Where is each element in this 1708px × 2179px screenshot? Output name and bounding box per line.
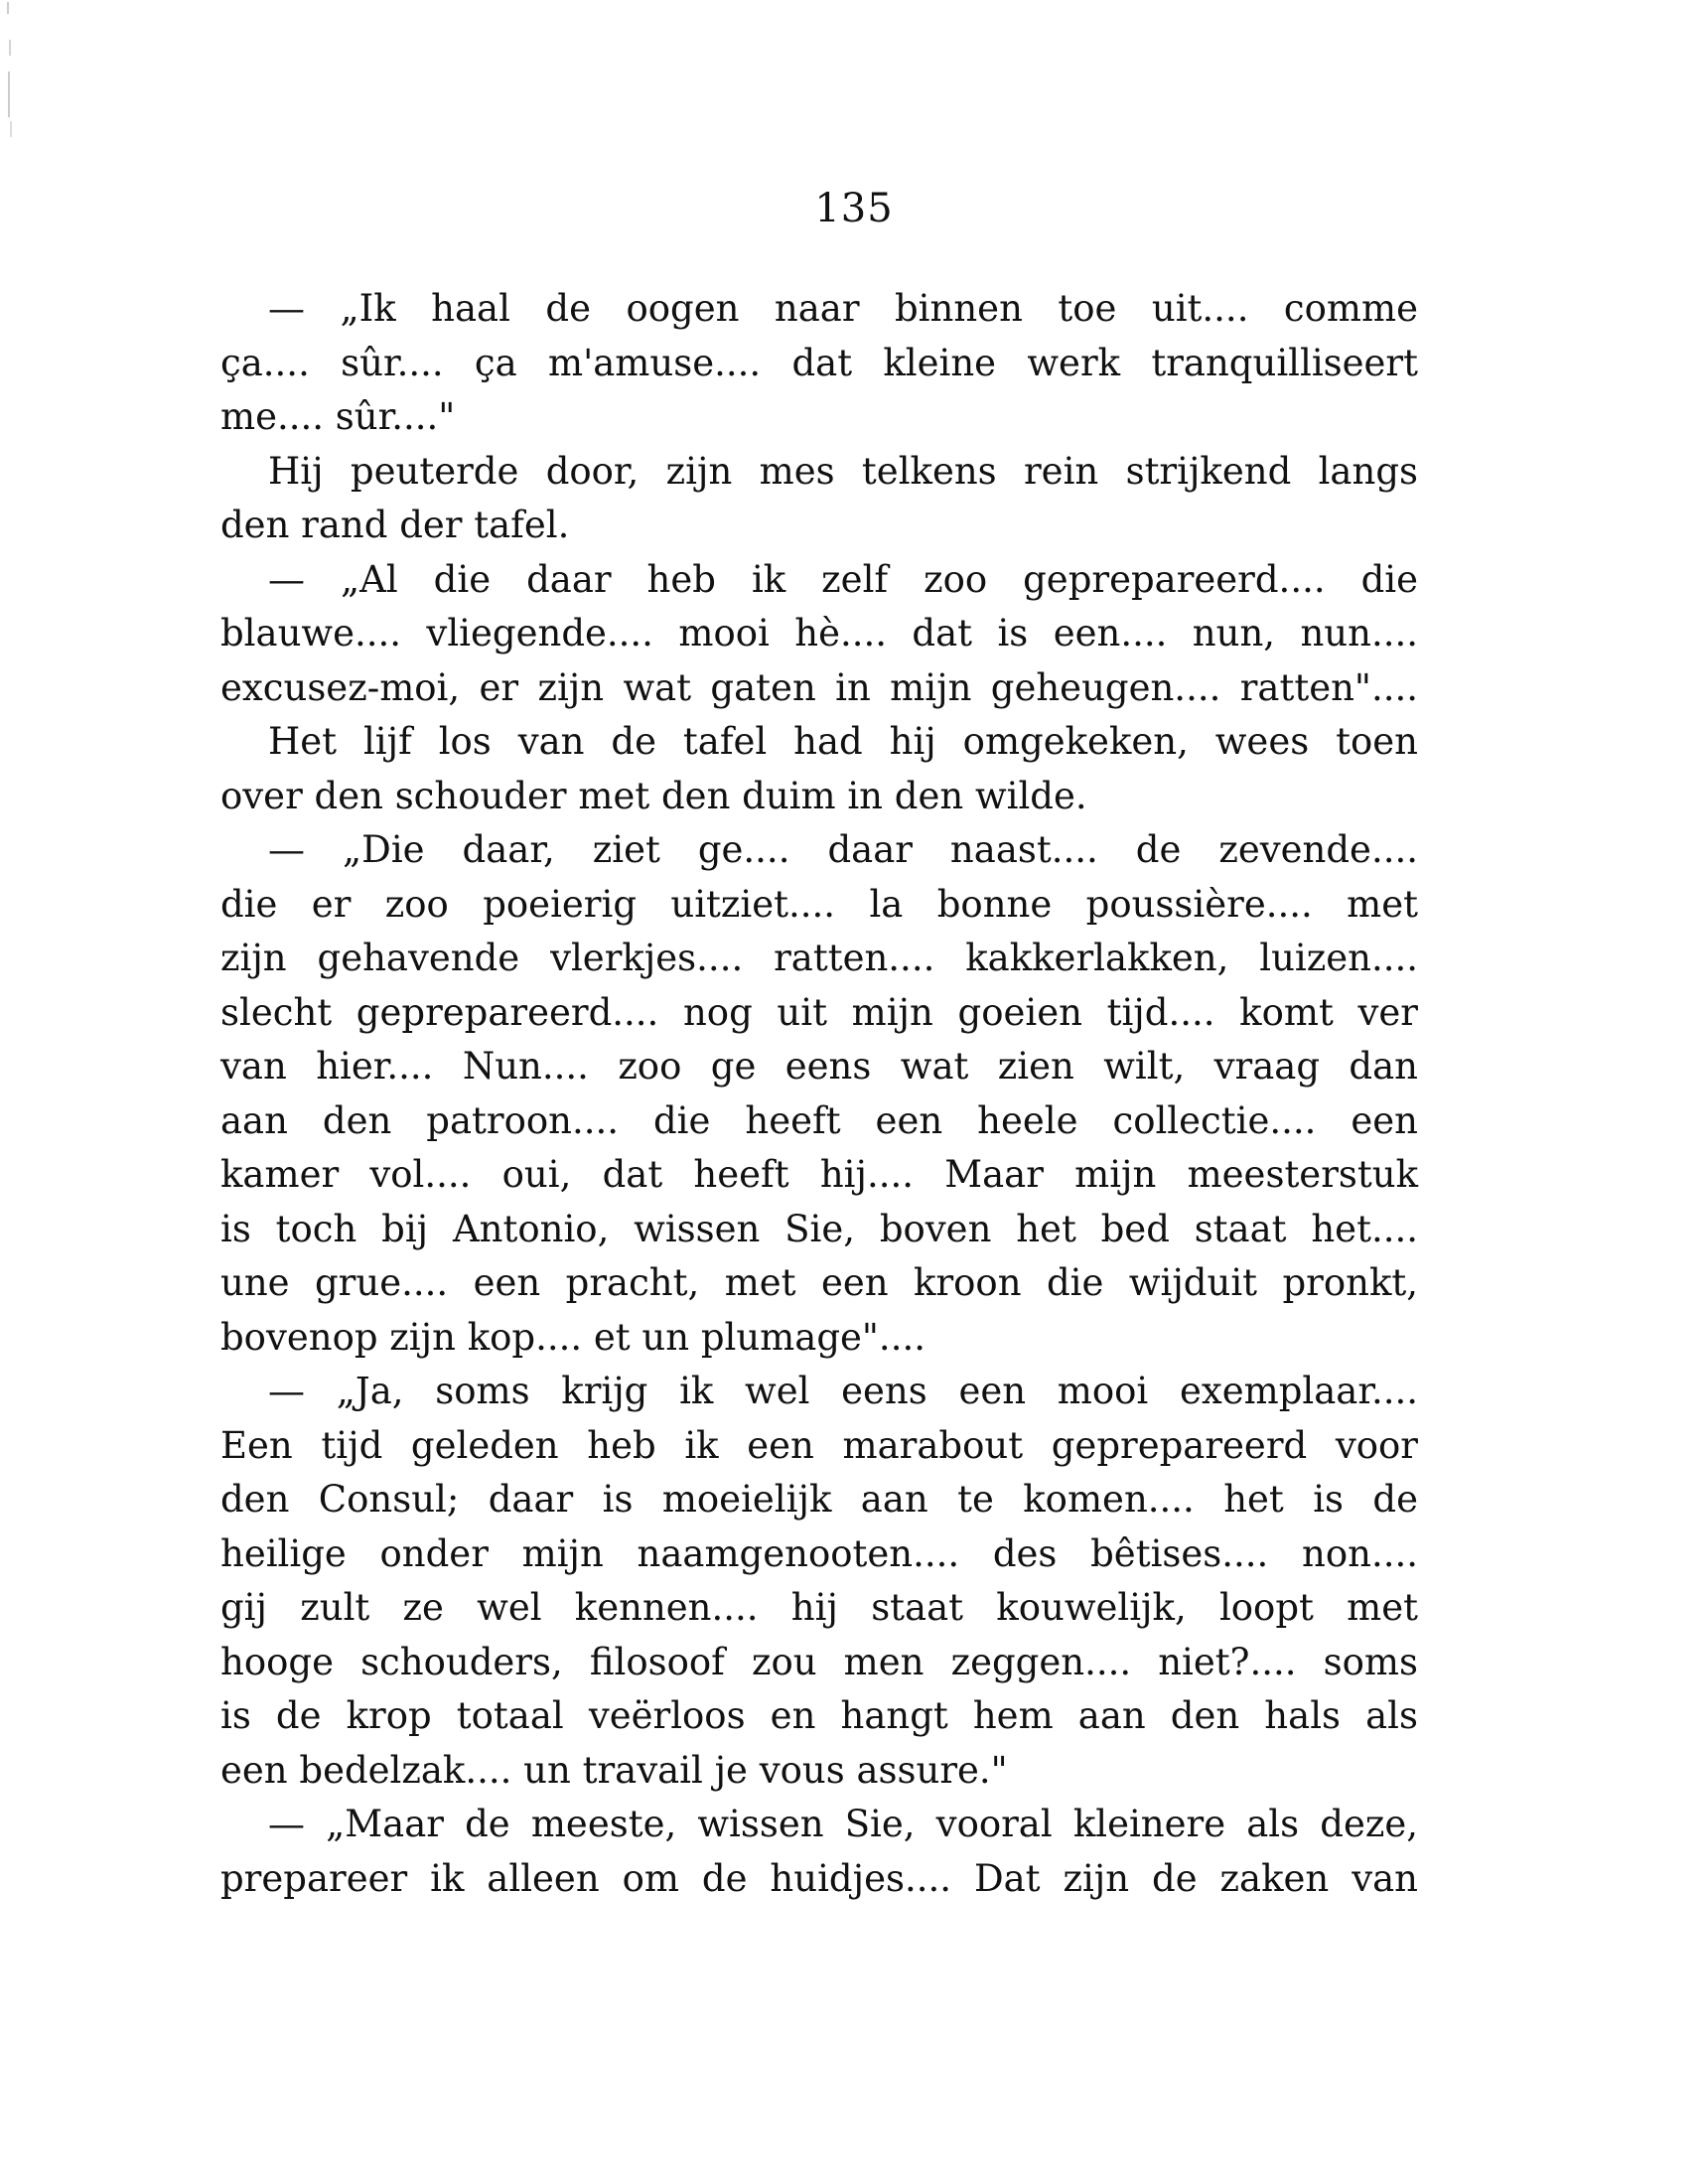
text-line: van hier.... Nun.... zoo ge eens wat zien wilt, vraag dan bbox=[220, 1045, 1418, 1088]
text-line: een bedelzak.... un travail je vous assure." bbox=[220, 1748, 1008, 1792]
text-line: Een tijd geleden heb ik een marabout geprepareerd voor bbox=[220, 1423, 1418, 1467]
text-line: zijn gehavende vlerkjes.... ratten.... kakkerlakken, luizen.... bbox=[220, 937, 1418, 979]
text-line: kamer vol.... oui, dat heeft hij.... Maar mijn meesterstuk bbox=[220, 1153, 1418, 1196]
text-line: excusez-moi, er zijn wat gaten in mijn geheugen.... ratten".... bbox=[220, 665, 1418, 709]
text-line: aan den patroon.... die heeft een heele collectie.... een bbox=[220, 1098, 1418, 1142]
text-line: Hij peuterde door, zijn mes telkens rein strijkend langs bbox=[268, 449, 1418, 493]
text-line: die er zoo poeierig uitziet.... la bonne poussière.... met bbox=[220, 882, 1418, 926]
text-line: — „Al die daar heb ik zelf zoo geprepareerd.... die bbox=[268, 557, 1418, 601]
text-line: is toch bij Antonio, wissen Sie, boven het bed staat het.... bbox=[220, 1207, 1418, 1250]
text-line: prepareer ik alleen om de huidjes.... Dat zijn de zaken van bbox=[220, 1856, 1418, 1900]
text-line: — „Maar de meeste, wissen Sie, vooral kleinere als deze, bbox=[268, 1803, 1418, 1845]
text-line: blauwe.... vliegende.... mooi hè.... dat is een.... nun, nun.... bbox=[220, 612, 1418, 654]
text-line: une grue.... een pracht, met een kroon die wijduit pronkt, bbox=[220, 1261, 1418, 1304]
text-line: — „Ja, soms krijg ik wel eens een mooi exemplaar.... bbox=[268, 1370, 1418, 1412]
text-line: bovenop zijn kop.... et un plumage".... bbox=[220, 1315, 925, 1359]
text-line: over den schouder met den duim in den wilde. bbox=[220, 774, 1087, 817]
body-text bbox=[220, 282, 1418, 1906]
text-line: hooge schouders, filosoof zou men zeggen.... niet?.... soms bbox=[220, 1640, 1418, 1683]
page-number: 135 bbox=[814, 186, 894, 231]
text-line: ça.... sûr.... ça m'amuse.... dat kleine werk tranquilliseert bbox=[220, 341, 1418, 384]
text-line: — „Die daar, ziet ge.... daar naast.... de zevende.... bbox=[268, 828, 1418, 871]
text-line: is de krop totaal veërloos en hangt hem aan den hals als bbox=[220, 1694, 1418, 1737]
text-line: — „Ik haal de oogen naar binnen toe uit.... comme bbox=[268, 287, 1418, 330]
text-line: Het lijf los van de tafel had hij omgekeken, wees toen bbox=[268, 720, 1418, 763]
text-line: slecht geprepareerd.... nog uit mijn goeien tijd.... komt ver bbox=[220, 990, 1418, 1034]
text-line: den Consul; daar is moeielijk aan te komen.... het is de bbox=[220, 1478, 1418, 1521]
text-line: me.... sûr...." bbox=[220, 395, 456, 438]
text-line: gij zult ze wel kennen.... hij staat kouwelijk, loopt met bbox=[220, 1586, 1418, 1629]
page-edge-marks bbox=[6, 0, 14, 159]
text-line: den rand der tafel. bbox=[220, 504, 570, 546]
text-line: heilige onder mijn naamgenooten.... des bêtises.... non.... bbox=[220, 1531, 1418, 1575]
